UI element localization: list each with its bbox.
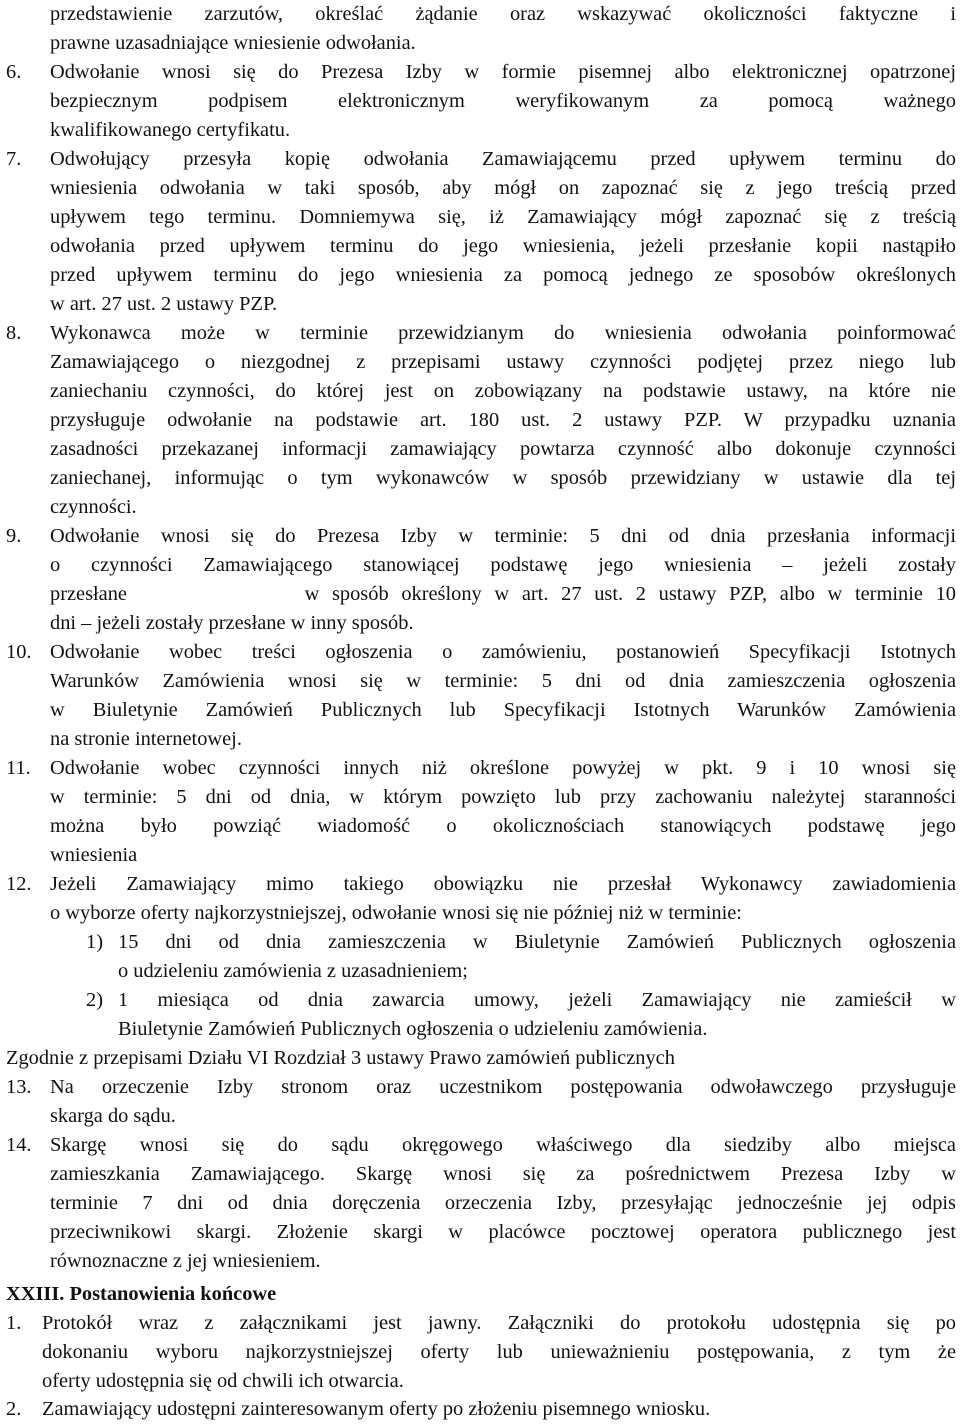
list-number: 1. [6,1312,22,1334]
paragraph-line: dni – jeżeli zostały przesłane w inny sposób. [50,612,414,634]
paragraph-line: czynności. [50,496,137,518]
paragraph-line: wniesienia [50,844,138,866]
paragraph-line: Odwołanie wobec czynności innych niż określone powyżej w pkt. 9 i 10 wnosi się [50,757,956,779]
paragraph-line: zaniechanej, informując o tym wykonawców w sposób przewidziany w ustawie dla tej [50,467,956,489]
paragraph-line: kwalifikowanego certyfikatu. [50,119,291,141]
paragraph-line: Jeżeli Zamawiający mimo takiego obowiązku nie przesłał Wykonawcy zawiadomienia [50,873,956,895]
list-number: 7. [6,148,22,170]
paragraph-line: przeciwnikowi skargi. Złożenie skargi w placówce pocztowej operatora publicznego jest [50,1221,956,1243]
list-number: 2. [6,1398,22,1420]
paragraph-line: prawne uzasadniające wniesienie odwołania. [50,32,416,54]
section-note: Zgodnie z przepisami Działu VI Rozdział 3 ustawy Prawo zamówień publicznych [6,1047,675,1069]
paragraph-line: Skargę wnosi się do sądu okręgowego właściwego dla siedziby albo miejsca [50,1134,956,1156]
paragraph-line: upływem tego terminu. Domniemywa się, iż Zamawiający mógł zapoznać się z treścią [50,206,956,228]
list-number: 8. [6,322,22,344]
list-number: 12. [6,873,32,895]
paragraph-line: Zamawiający udostępni zainteresowanym oferty po złożeniu pisemnego wniosku. [42,1398,711,1420]
sublist-number: 2) [86,989,103,1011]
paragraph-line: o wyborze oferty najkorzystniejszej, odwołanie wnosi się nie później niż w terminie: [50,902,742,924]
sublist-number: 1) [86,931,103,953]
paragraph-line: skarga do sądu. [50,1105,176,1127]
paragraph-line: równoznaczne z jej wniesieniem. [50,1250,321,1272]
paragraph-line: oferty udostępnia się od chwili ich otwarcia. [42,1370,404,1392]
list-number: 10. [6,641,32,663]
list-number: 9. [6,525,22,547]
paragraph-line: Warunków Zamówienia wnosi się w terminie: 5 dni od dnia zamieszczenia ogłoszenia [50,670,956,692]
paragraph-line: 1 miesiąca od dnia zawarcia umowy, jeżeli Zamawiający nie zamieścił w [118,989,956,1011]
paragraph-line: Odwołujący przesyła kopię odwołania Zamawiającemu przed upływem terminu do [50,148,956,170]
paragraph-line: odwołania przed upływem terminu do jego wniesienia, jeżeli przesłanie kopii nastąpiło [50,235,956,257]
paragraph-line: Biuletynie Zamówień Publicznych ogłoszenia o udzieleniu zamówienia. [118,1018,708,1040]
paragraph-line: przed upływem terminu do jego wniesienia za pomocą jednego ze sposobów określonych [50,264,956,286]
list-number: 11. [6,757,31,779]
paragraph-line: Protokół wraz z załącznikami jest jawny. Załączniki do protokołu udostępnia się po [42,1312,956,1334]
paragraph-line: dokonaniu wyboru najkorzystniejszej oferty lub unieważnieniu postępowania, z tym że [42,1341,956,1363]
paragraph-line: przesłane w sposób określony w art. 27 ust. 2 ustawy PZP, albo w terminie 10 [50,583,956,605]
paragraph-line: o udzieleniu zamówienia z uzasadnieniem; [118,960,468,982]
list-number: 14. [6,1134,32,1156]
paragraph-line: 15 dni od dnia zamieszczenia w Biuletynie Zamówień Publicznych ogłoszenia [118,931,956,953]
paragraph-line: Zamawiającego o niezgodnej z przepisami ustawy czynności podjętej przez niego lub [50,351,956,373]
paragraph-line: przedstawienie zarzutów, określać żądanie oraz wskazywać okoliczności faktyczne i [50,3,956,25]
paragraph-line: w art. 27 ust. 2 ustawy PZP. [50,293,278,315]
paragraph-line: terminie 7 dni od dnia doręczenia orzeczenia Izby, przesyłając jednocześnie jej odpis [50,1192,956,1214]
paragraph-line: Odwołanie wnosi się do Prezesa Izby w formie pisemnej albo elektronicznej opatrzonej [50,61,956,83]
list-number: 6. [6,61,22,83]
paragraph-line: Odwołanie wobec treści ogłoszenia o zamówieniu, postanowień Specyfikacji Istotnych [50,641,956,663]
paragraph-line: w terminie: 5 dni od dnia, w którym powzięto lub przy zachowaniu należytej staranności [50,786,956,808]
paragraph-line: o czynności Zamawiającego stanowiącej podstawę jego wniesienia – jeżeli zostały [50,554,956,576]
paragraph-line: na stronie internetowej. [50,728,242,750]
paragraph-line: przysługuje odwołanie na podstawie art. 180 ust. 2 ustawy PZP. W przypadku uznania [50,409,956,431]
paragraph-line: bezpiecznym podpisem elektronicznym weryfikowanym za pomocą ważnego [50,90,956,112]
list-number: 13. [6,1076,32,1098]
paragraph-line: zaniechaniu czynności, do której jest on zobowiązany na podstawie ustawy, na które nie [50,380,956,402]
paragraph-line: zamieszkania Zamawiającego. Skargę wnosi się za pośrednictwem Prezesa Izby w [50,1163,956,1185]
paragraph-line: w Biuletynie Zamówień Publicznych lub Specyfikacji Istotnych Warunków Zamówienia [50,699,956,721]
section-heading: XXIII. Postanowienia końcowe [6,1283,277,1305]
paragraph-line: Odwołanie wnosi się do Prezesa Izby w terminie: 5 dni od dnia przesłania informacji [50,525,956,547]
paragraph-line: można było powziąć wiadomość o okolicznościach stanowiących podstawę jego [50,815,956,837]
paragraph-line: Wykonawca może w terminie przewidzianym do wniesienia odwołania poinformować [50,322,956,344]
paragraph-line: zasadności przekazanej informacji zamawiający powtarza czynność albo dokonuje czynności [50,438,956,460]
paragraph-line: wniesienia odwołania w taki sposób, aby mógł on zapoznać się z jego treścią przed [50,177,956,199]
paragraph-line: Na orzeczenie Izby stronom oraz uczestnikom postępowania odwoławczego przysługuje [50,1076,956,1098]
